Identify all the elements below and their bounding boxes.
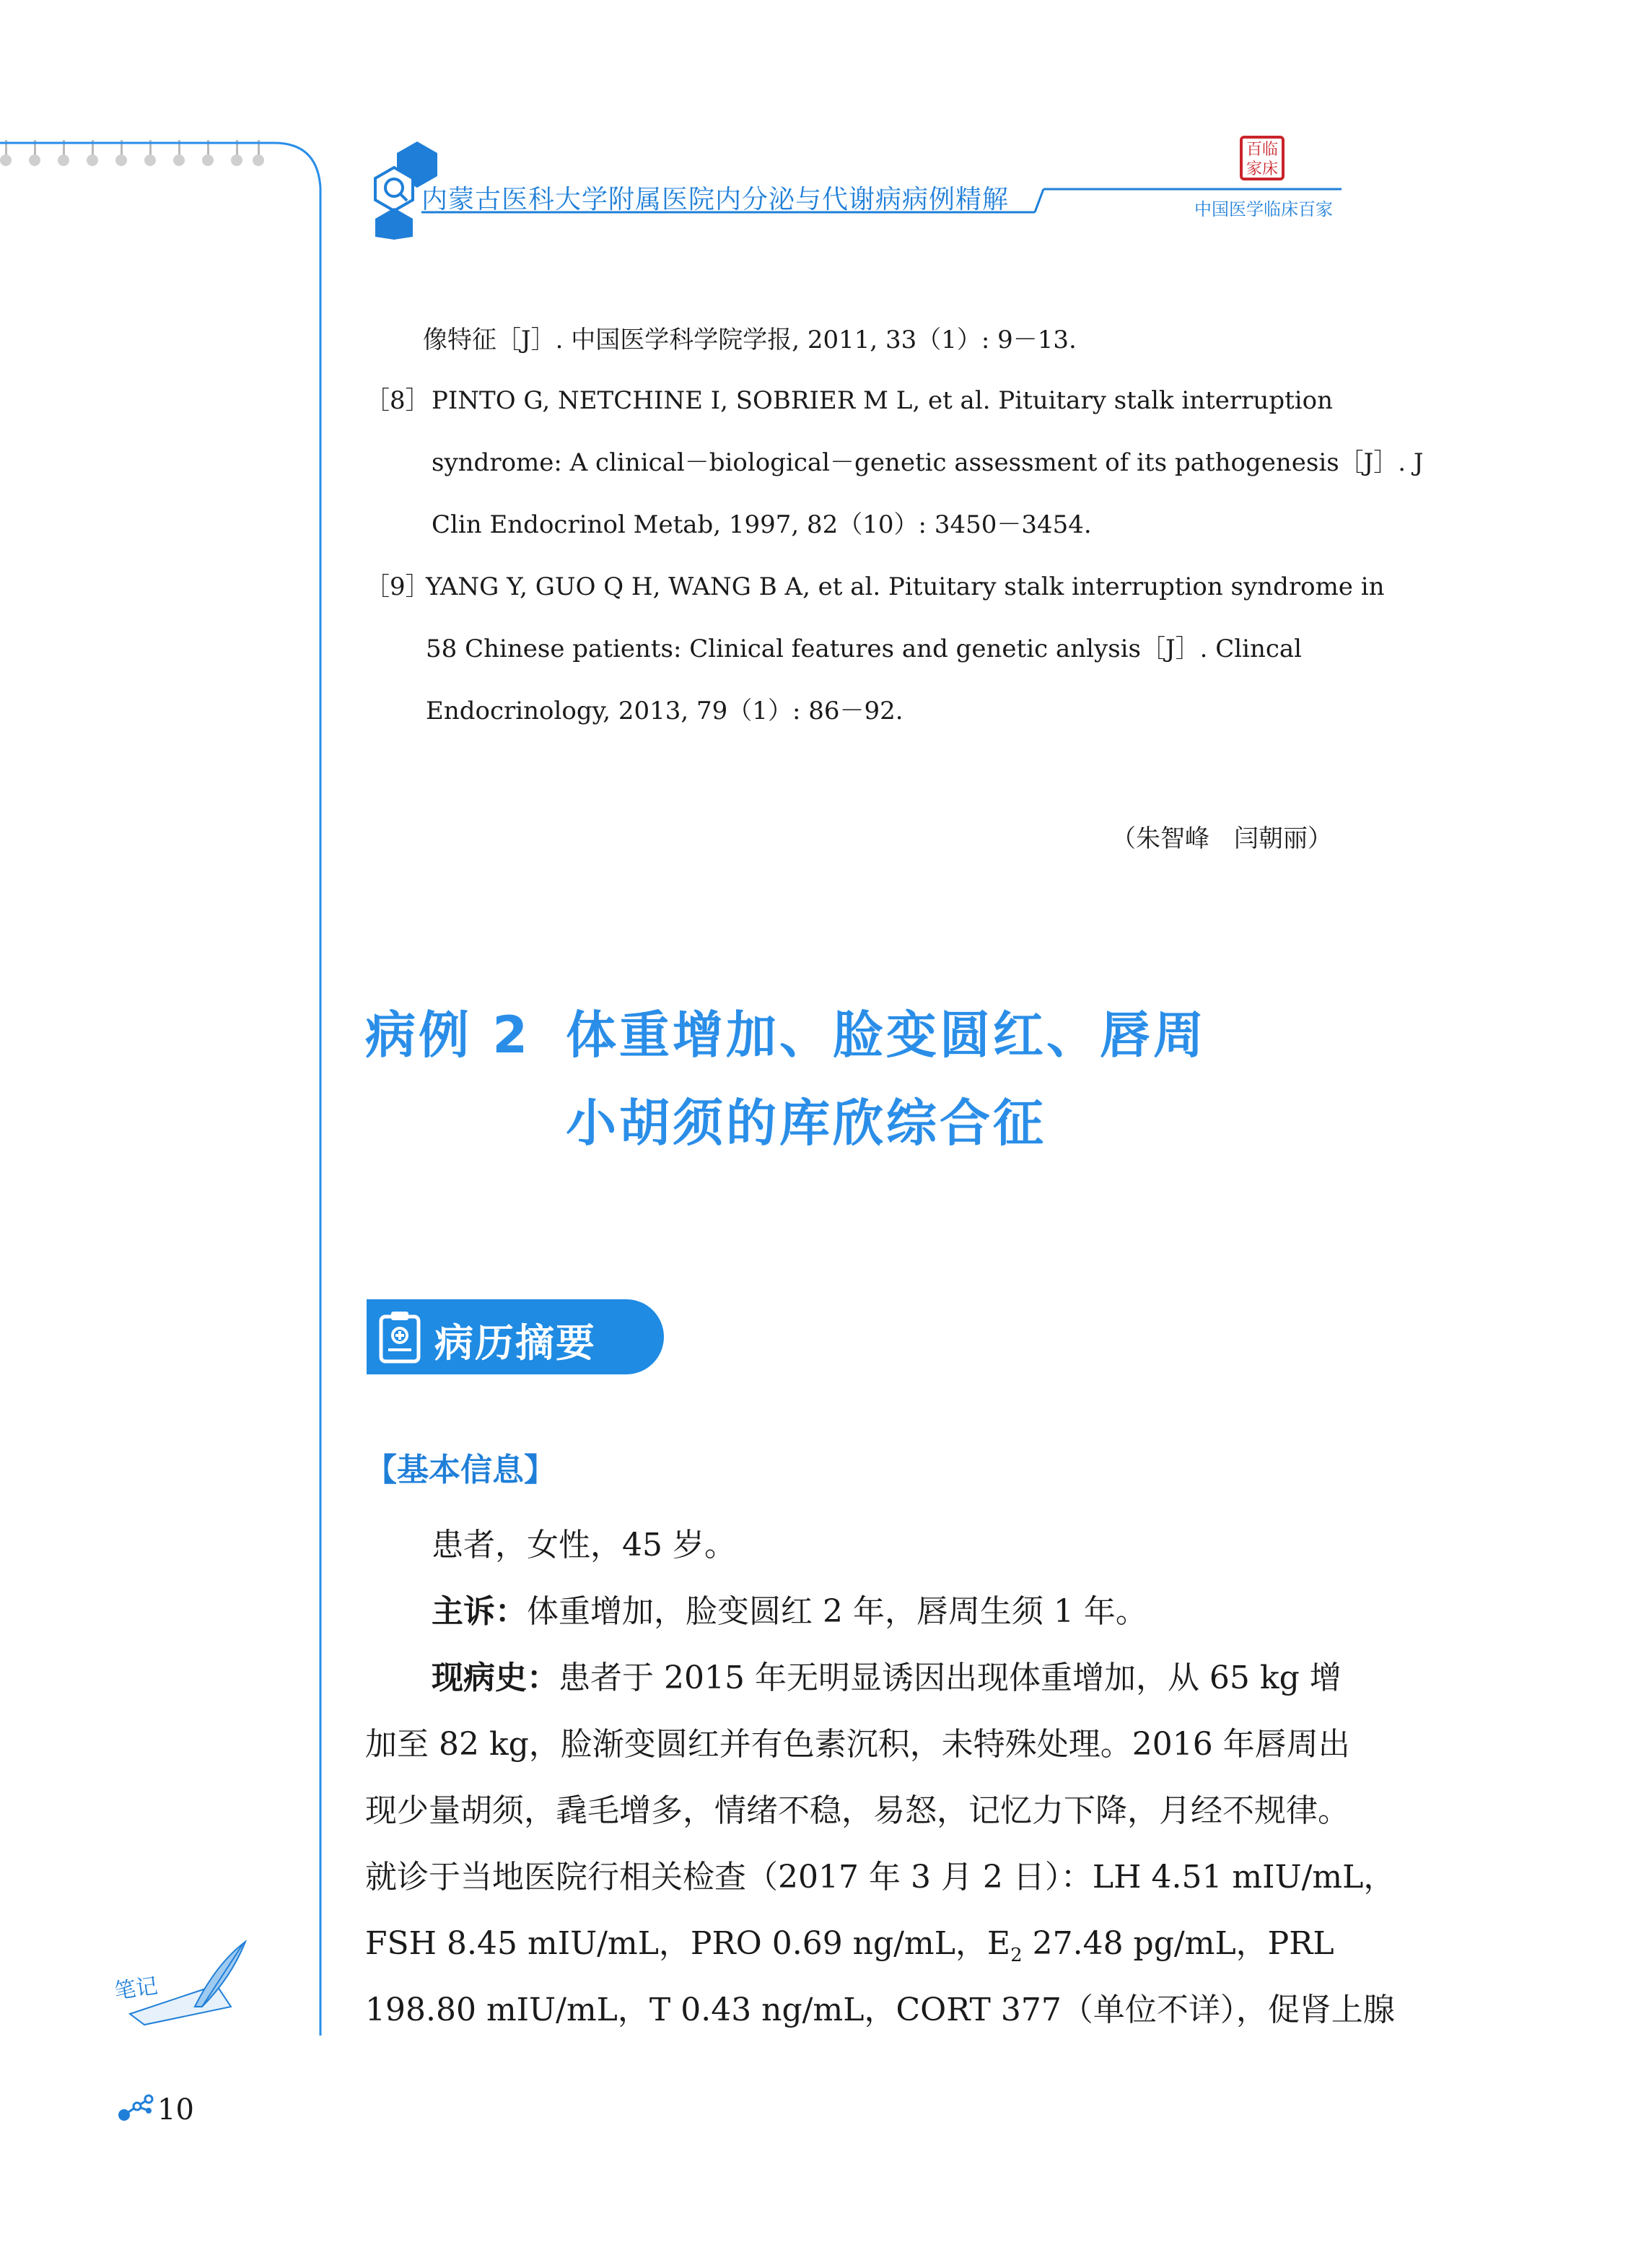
reference-continuation: 像特征［J］. 中国医学科学院学报, 2011, 33（1）: 9－13.: [423, 326, 1077, 354]
history-line5-a: FSH 8.45 mIU/mL，PRO 0.69 ng/mL，E: [365, 1925, 1011, 1962]
history-line2: 加至 82 kg，脸渐变圆红并有色素沉积，未特殊处理。2016 年唇周出: [365, 1726, 1350, 1763]
header-title: 内蒙古医科大学附属医院内分泌与代谢病病例精解: [421, 185, 1010, 214]
history-line5-b: 27.48 pg/mL，PRL: [1022, 1925, 1334, 1962]
reference-9-line2: 58 Chinese patients: Clinical features and genetic anlysis［J］. Clincal: [426, 634, 1303, 663]
subhead-basic-info: 【基本信息】: [365, 1452, 556, 1488]
reference-8-line3: Clin Endocrinol Metab, 1997, 82（10）: 3450－3454.: [432, 510, 1092, 539]
series-seal-logo: 百临 家床: [1240, 136, 1285, 180]
history-line3: 现少量胡须，毳毛增多，情绪不稳，易怒，记忆力下降，月经不规律。: [365, 1792, 1349, 1829]
history-line6: 198.80 mIU/mL，T 0.43 ng/mL，CORT 377（单位不详），促肾上腺: [365, 1992, 1395, 2028]
history-line1: [432, 1652, 1342, 1698]
reference-8-line1: PINTO G, NETCHINE I, SOBRIER M L, et al. Pituitary stalk interruption: [432, 386, 1334, 415]
case-title-line2: 小胡须的库欣综合征: [566, 1094, 1046, 1153]
reference-8-number: ［8］: [365, 386, 430, 415]
margin-frame: [0, 137, 332, 2043]
chief-complaint-label: 主诉：: [432, 1593, 527, 1630]
history-line5-subscript: 2: [1010, 1944, 1023, 1966]
authors: （朱智峰 闫朝丽）: [1111, 824, 1332, 853]
reference-9-line1: YANG Y, GUO Q H, WANG B A, et al. Pituitary stalk interruption syndrome in: [426, 572, 1385, 601]
clipboard-icon: [377, 1309, 424, 1364]
patient-info: 患者，女性，45 岁。: [432, 1527, 736, 1563]
notes-label: 笔记: [113, 1973, 159, 2005]
page-number: 10: [157, 2093, 194, 2127]
section-banner: [367, 1299, 664, 1374]
history-label: 现病史：: [432, 1659, 559, 1696]
history-line4: 就诊于当地医院行相关检查（2017 年 3 月 2 日）：LH 4.51 mIU/mL，: [365, 1859, 1396, 1896]
molecule-icon: [115, 2092, 156, 2124]
section-banner-label: 病历摘要: [434, 1320, 596, 1366]
case-label: 病例 2: [365, 1006, 531, 1065]
reference-8-line2: syndrome: A clinical－biological－genetic assessment of its pathogenesis［J］. J: [432, 448, 1424, 477]
history-line5: [365, 1917, 1334, 1966]
chief-complaint: [432, 1585, 1147, 1631]
reference-9-number: ［9］: [365, 572, 430, 601]
series-name: 中国医学临床百家: [1194, 199, 1333, 219]
case-title-line1: 体重增加、脸变圆红、唇周: [566, 1006, 1207, 1065]
reference-9-line3: Endocrinology, 2013, 79（1）: 86－92.: [426, 697, 903, 725]
chief-complaint-text: 体重增加，脸变圆红 2 年，唇周生须 1 年。: [527, 1593, 1147, 1630]
history-text-1: 患者于 2015 年无明显诱因出现体重增加，从 65 kg 增: [559, 1659, 1342, 1696]
